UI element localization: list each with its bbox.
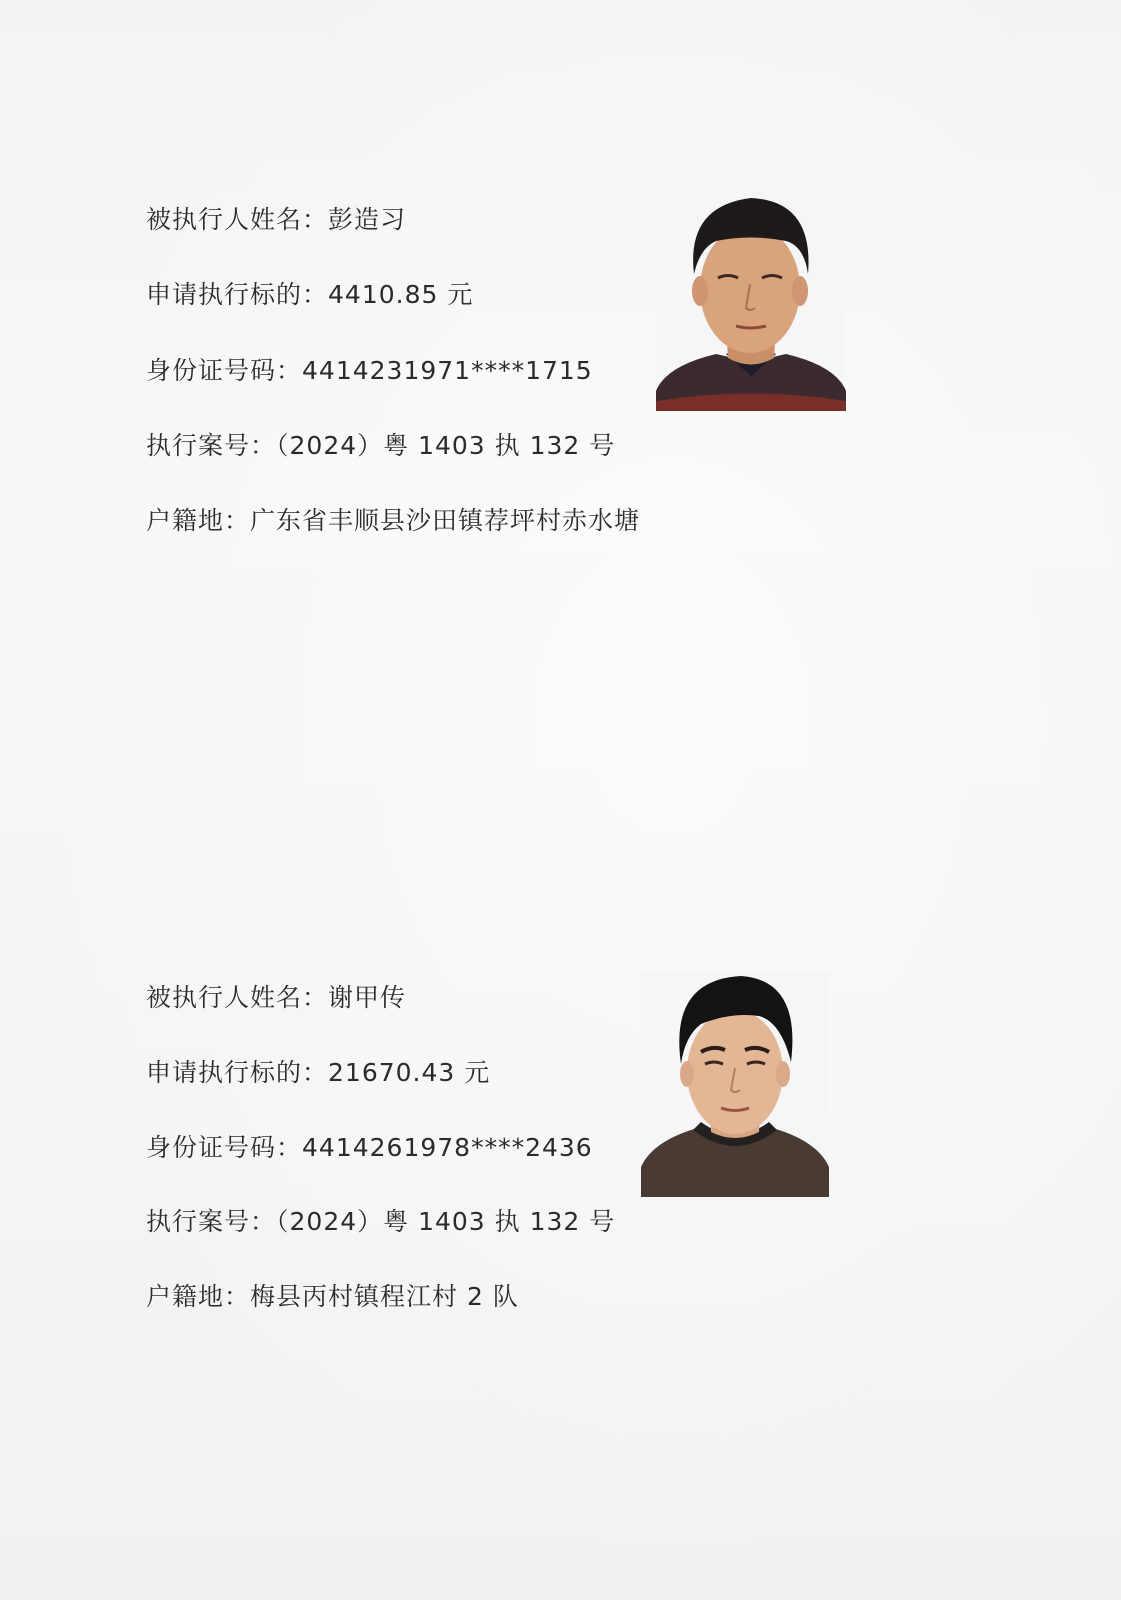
domicile-line [146,505,640,537]
debtor-name: 彭造习 [328,205,407,234]
case-number-line [146,430,615,462]
amount-line [146,279,473,311]
domicile-label: 户籍地： [146,1282,251,1311]
debtor-photo [656,186,846,411]
debtor-photo [641,972,829,1197]
id-number-value: 4414231971****1715 [302,356,593,385]
id-number-value: 4414261978****2436 [302,1133,593,1162]
amount-value: 4410.85 元 [328,280,474,309]
amount-value: 21670.43 元 [328,1058,491,1087]
id-number-label: 身份证号码： [146,356,303,385]
case-number-label: 执行案号： [146,431,277,460]
debtor-name: 谢甲传 [328,983,407,1012]
case-number-value: （2024）粤 1403 执 132 号 [276,431,616,460]
debtor-name-label: 被执行人姓名： [146,983,329,1012]
amount-label: 申请执行标的： [146,1058,329,1087]
case-number-value: （2024）粤 1403 执 132 号 [276,1207,616,1236]
domicile-value: 广东省丰顺县沙田镇荐坪村赤水塘 [250,506,641,535]
debtor-name-line [146,204,406,236]
case-number-label: 执行案号： [146,1207,277,1236]
amount-line [146,1057,490,1089]
domicile-label: 户籍地： [146,506,251,535]
debtor-name-label: 被执行人姓名： [146,205,329,234]
id-number-line [146,355,593,387]
domicile-value: 梅县丙村镇程江村 2 队 [250,1282,519,1311]
domicile-line [146,1281,519,1313]
debtor-name-line [146,982,406,1014]
id-number-line [146,1132,593,1164]
id-number-label: 身份证号码： [146,1133,303,1162]
amount-label: 申请执行标的： [146,280,329,309]
case-number-line [146,1206,615,1238]
